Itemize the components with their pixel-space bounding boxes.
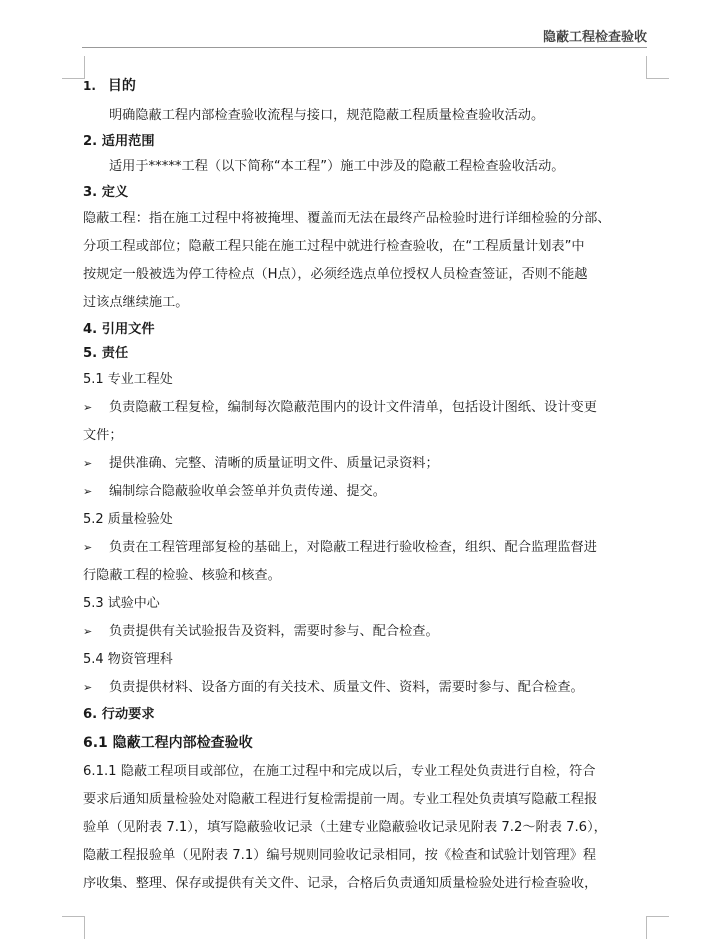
section-6-1-1-line: 隐蔽工程报验单（见附表 7.1）编号规则同验收记录相同，按《检查和试验计划管理》程 [83, 848, 597, 863]
section-6-heading: 6. 行动要求 [83, 707, 155, 722]
section-2-text: 适用于*****工程（以下简称“本工程”）施工中涉及的隐蔽工程检查验收活动。 [109, 159, 565, 174]
list-item [83, 478, 649, 506]
section-6-1-1-line: 序收集、整理、保存或提供有关文件、记录，合格后负责通知质量检验处进行检查验收， [83, 876, 598, 891]
subsection-5-2: 5.2 质量检验处 [83, 512, 173, 527]
list-item-text: 负责提供材料、设备方面的有关技术、质量文件、资料，需要时参与、配合检查。 [109, 680, 584, 695]
section-4-heading: 4. 引用文件 [83, 322, 155, 337]
subsection-5-3: 5.3 试验中心 [83, 596, 160, 611]
section-1-title: 目的 [107, 78, 136, 94]
section-1-heading [83, 76, 649, 97]
section-5-heading: 5. 责任 [83, 346, 129, 361]
list-item-continuation: 文件； [83, 428, 123, 443]
arrow-bullet-icon: ➢ [83, 681, 93, 694]
list-item-text: 负责在工程管理部复检的基础上，对隐蔽工程进行验收检查，组织、配合监理监督进 [109, 540, 597, 555]
section-2-heading: 2. 适用范围 [83, 134, 155, 149]
section-6-1-1-line: 验单（见附表 7.1），填写隐蔽验收记录（土建专业隐蔽验收记录见附表 7.2～附表 7.6）， [83, 820, 607, 835]
list-item [83, 534, 649, 562]
list-item [83, 674, 649, 702]
arrow-bullet-icon: ➢ [83, 457, 93, 470]
section-3-line: 按规定一般被选为停工待检点（H点），必须经选点单位授权人员检查签证，否则不能越 [83, 267, 588, 282]
document-body [83, 76, 649, 898]
arrow-bullet-icon: ➢ [83, 485, 93, 498]
section-3-line: 隐蔽工程：指在施工过程中将被掩埋、覆盖而无法在最终产品检验时进行详细检验的分部、 [83, 211, 611, 226]
list-item [83, 618, 649, 646]
header-title: 隐蔽工程检查验收 [542, 30, 647, 45]
list-item-continuation: 行隐蔽工程的检验、核验和核查。 [83, 568, 281, 583]
crop-mark-bottom-left [62, 916, 85, 939]
list-item [83, 394, 649, 422]
list-item-text: 编制综合隐蔽验收单会签单并负责传递、提交。 [109, 484, 386, 499]
subsection-5-1: 5.1 专业工程处 [83, 372, 173, 387]
section-3-line: 过该点继续施工。 [83, 295, 189, 310]
subsection-6-1-heading: 6.1 隐蔽工程内部检查验收 [83, 735, 253, 751]
list-item-text: 负责提供有关试验报告及资料，需要时参与、配合检查。 [109, 624, 439, 639]
arrow-bullet-icon: ➢ [83, 401, 93, 414]
crop-mark-top-left [62, 56, 85, 79]
section-3-line: 分项工程或部位；隐蔽工程只能在施工过程中就进行检查验收，在“工程质量计划表”中 [83, 239, 585, 254]
section-6-1-1-line: 要求后通知质量检验处对隐蔽工程进行复检需提前一周。专业工程处负责填写隐蔽工程报 [83, 792, 598, 807]
section-3-heading: 3. 定义 [83, 185, 129, 200]
arrow-bullet-icon: ➢ [83, 541, 93, 554]
section-1-number: 1. [83, 79, 96, 93]
header-rule [82, 47, 647, 48]
crop-mark-bottom-right [646, 916, 669, 939]
list-item-text: 负责隐蔽工程复检，编制每次隐蔽范围内的设计文件清单，包括设计图纸、设计变更 [109, 400, 597, 415]
crop-mark-top-right [646, 56, 669, 79]
list-item [83, 450, 649, 478]
arrow-bullet-icon: ➢ [83, 625, 93, 638]
section-1-text: 明确隐蔽工程内部检查验收流程与接口，规范隐蔽工程质量检查验收活动。 [109, 108, 545, 123]
section-6-1-1-line: 6.1.1 隐蔽工程项目或部位，在施工过程中和完成以后，专业工程处负责进行自检，符合 [83, 764, 596, 779]
subsection-5-4: 5.4 物资管理科 [83, 652, 173, 667]
list-item-text: 提供准确、完整、清晰的质量证明文件、质量记录资料； [109, 456, 439, 471]
